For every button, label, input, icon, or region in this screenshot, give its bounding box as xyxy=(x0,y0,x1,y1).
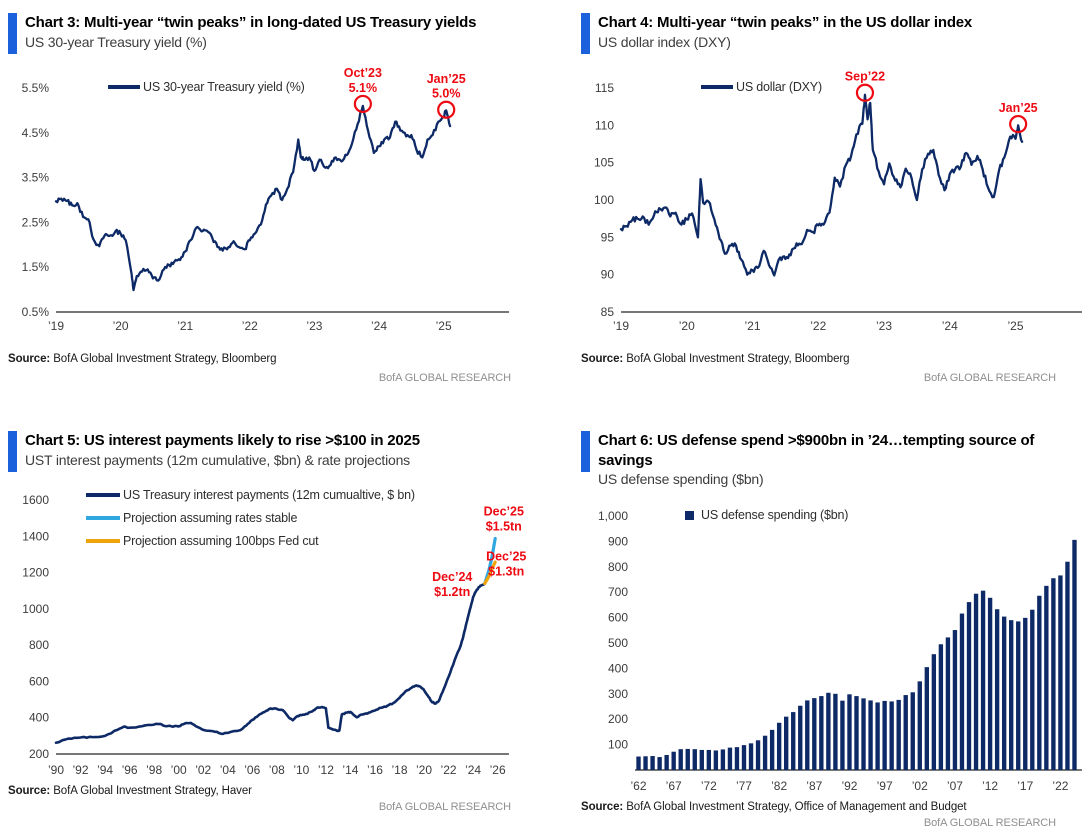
chart5-source xyxy=(8,785,527,797)
svg-text:700: 700 xyxy=(607,585,628,600)
line-swatch-icon xyxy=(86,516,120,520)
source-text: BofA Global Investment Strategy, Haver xyxy=(53,785,252,797)
svg-text:100: 100 xyxy=(607,737,628,752)
line-swatch-icon xyxy=(108,85,140,89)
chart4-canvas xyxy=(581,69,1086,336)
svg-text:Dec’25: Dec’25 xyxy=(483,504,524,519)
source-text: BofA Global Investment Strategy, Office of Management and Budget xyxy=(626,801,967,814)
svg-text:110: 110 xyxy=(594,118,614,133)
svg-text:’20: ’20 xyxy=(112,319,129,333)
svg-text:’08: ’08 xyxy=(268,763,285,777)
legend-item xyxy=(86,488,415,502)
svg-text:’04: ’04 xyxy=(219,763,236,777)
chart5-card xyxy=(0,418,545,837)
svg-text:1.5%: 1.5% xyxy=(21,260,49,275)
svg-text:’87: ’87 xyxy=(806,779,823,794)
svg-text:1600: 1600 xyxy=(22,493,49,507)
legend-label: US defense spending ($bn) xyxy=(701,508,849,523)
svg-text:’00: ’00 xyxy=(170,763,187,777)
chart4-plot-area xyxy=(581,69,1072,336)
chart6-canvas xyxy=(581,504,1086,796)
legend-item xyxy=(108,80,305,94)
svg-text:’92: ’92 xyxy=(841,779,858,794)
svg-text:800: 800 xyxy=(28,638,49,653)
svg-text:’25: ’25 xyxy=(435,319,452,333)
source-label: Source: xyxy=(581,801,624,814)
svg-text:’96: ’96 xyxy=(121,763,138,777)
svg-text:’98: ’98 xyxy=(146,763,163,777)
svg-text:’67: ’67 xyxy=(665,779,682,794)
svg-text:1000: 1000 xyxy=(22,601,49,616)
svg-text:800: 800 xyxy=(607,559,628,574)
svg-text:2.5%: 2.5% xyxy=(21,215,49,230)
research-watermark: BofA GLOBAL RESEARCH xyxy=(923,817,1056,830)
svg-text:Dec’24: Dec’24 xyxy=(432,569,473,584)
chart4-subtitle: US dollar index (DXY) xyxy=(598,33,731,50)
svg-text:3.5%: 3.5% xyxy=(21,170,49,185)
svg-text:’02: ’02 xyxy=(911,779,928,794)
svg-text:600: 600 xyxy=(28,674,49,689)
chart6-plot-area xyxy=(581,504,1072,796)
svg-text:’20: ’20 xyxy=(678,319,695,333)
legend-label: Projection assuming rates stable xyxy=(123,511,298,525)
legend-item xyxy=(701,80,822,94)
svg-text:500: 500 xyxy=(607,636,628,651)
line-swatch-icon xyxy=(86,539,120,543)
svg-text:90: 90 xyxy=(600,267,614,282)
svg-text:95: 95 xyxy=(600,230,614,245)
chart4-header xyxy=(581,13,1072,54)
research-watermark: BofA GLOBAL RESEARCH xyxy=(378,801,511,813)
chart4-legend xyxy=(701,80,822,94)
svg-text:’21: ’21 xyxy=(177,319,194,333)
svg-text:’72: ’72 xyxy=(700,779,717,794)
legend-item xyxy=(86,511,415,525)
line-swatch-icon xyxy=(701,85,733,89)
svg-text:’21: ’21 xyxy=(744,319,761,333)
svg-text:1400: 1400 xyxy=(22,529,49,544)
chart5-header xyxy=(8,431,527,472)
svg-text:$1.2tn: $1.2tn xyxy=(434,584,471,599)
svg-text:’14: ’14 xyxy=(342,763,359,777)
svg-text:’22: ’22 xyxy=(1052,779,1069,794)
legend-label: Projection assuming 100bps Fed cut xyxy=(123,534,319,548)
svg-text:’23: ’23 xyxy=(306,319,323,333)
svg-text:’97: ’97 xyxy=(876,779,893,794)
svg-text:Jan’25: Jan’25 xyxy=(426,71,466,86)
svg-text:’77: ’77 xyxy=(735,779,752,794)
svg-text:’94: ’94 xyxy=(97,763,114,777)
chart5-legend xyxy=(86,488,415,548)
svg-text:’62: ’62 xyxy=(630,779,647,794)
chart3-plot-area xyxy=(8,65,527,336)
chart6-header xyxy=(581,431,1072,488)
svg-text:’10: ’10 xyxy=(293,763,310,777)
svg-text:’24: ’24 xyxy=(371,319,388,333)
svg-text:200: 200 xyxy=(28,747,49,761)
svg-text:600: 600 xyxy=(607,610,628,625)
svg-text:’07: ’07 xyxy=(946,779,963,794)
chart5-plot-area xyxy=(8,488,527,780)
source-text: BofA Global Investment Strategy, Bloomberg xyxy=(53,353,277,365)
legend-label: US Treasury interest payments (12m cumualtive, $ bn) xyxy=(123,488,415,502)
line-swatch-icon xyxy=(86,493,120,497)
svg-text:100: 100 xyxy=(593,193,614,207)
svg-text:’22: ’22 xyxy=(810,319,827,333)
source-label: Source: xyxy=(581,353,624,365)
svg-text:Sep’22: Sep’22 xyxy=(844,69,886,84)
chart3-subtitle: US 30-year Treasury yield (%) xyxy=(25,33,207,50)
chart3-header xyxy=(8,13,527,54)
svg-text:1200: 1200 xyxy=(22,565,49,580)
svg-text:’22: ’22 xyxy=(440,763,457,777)
legend-item xyxy=(86,534,415,548)
chart3-card xyxy=(0,0,545,418)
accent-bar xyxy=(581,13,590,54)
accent-bar xyxy=(8,431,17,472)
svg-text:’16: ’16 xyxy=(366,763,383,777)
svg-text:’24: ’24 xyxy=(465,763,482,777)
svg-text:115: 115 xyxy=(594,81,614,95)
svg-text:’25: ’25 xyxy=(1007,319,1024,333)
legend-item xyxy=(685,508,848,522)
svg-text:’20: ’20 xyxy=(416,763,433,777)
svg-text:85: 85 xyxy=(600,305,614,319)
chart4-source xyxy=(581,353,1072,365)
chart6-title: Chart 6: US defense spend >$900bn in ’24…tempting source of savings xyxy=(598,432,1035,469)
svg-text:’06: ’06 xyxy=(244,763,261,777)
research-watermark: BofA GLOBAL RESEARCH xyxy=(923,372,1056,384)
svg-text:Jan’25: Jan’25 xyxy=(998,101,1038,116)
svg-text:’22: ’22 xyxy=(241,319,258,333)
legend-label: US dollar (DXY) xyxy=(736,80,822,94)
chart6-subtitle: US defense spending ($bn) xyxy=(598,471,764,487)
chart4-title: Chart 4: Multi-year “twin peaks” in the US dollar index xyxy=(598,14,973,31)
svg-text:’19: ’19 xyxy=(612,319,630,333)
svg-text:’17: ’17 xyxy=(1017,779,1034,794)
svg-text:’24: ’24 xyxy=(941,319,958,333)
chart6-card xyxy=(545,418,1090,837)
legend-label: US 30-year Treasury yield (%) xyxy=(143,80,305,94)
chart6-legend xyxy=(685,508,848,522)
svg-text:400: 400 xyxy=(28,710,49,725)
svg-text:’18: ’18 xyxy=(391,763,408,777)
svg-text:’23: ’23 xyxy=(876,319,893,333)
svg-text:’82: ’82 xyxy=(771,779,788,794)
chart4-card xyxy=(545,0,1090,418)
svg-text:$1.5tn: $1.5tn xyxy=(485,519,522,534)
accent-bar xyxy=(8,13,17,54)
chart3-source xyxy=(8,353,527,365)
svg-text:300: 300 xyxy=(607,686,628,701)
svg-text:’12: ’12 xyxy=(982,779,999,794)
svg-text:Oct’23: Oct’23 xyxy=(343,65,382,80)
svg-text:5.5%: 5.5% xyxy=(21,81,49,95)
bar-swatch-icon xyxy=(685,511,694,520)
chart3-title: Chart 3: Multi-year “twin peaks” in long-dated US Treasury yields xyxy=(25,14,477,31)
source-label: Source: xyxy=(8,353,51,365)
svg-text:400: 400 xyxy=(607,661,628,676)
accent-bar xyxy=(581,431,590,472)
svg-text:Dec’25: Dec’25 xyxy=(486,549,527,564)
svg-text:’02: ’02 xyxy=(195,763,212,777)
svg-text:’12: ’12 xyxy=(317,763,334,777)
svg-text:’26: ’26 xyxy=(489,763,506,777)
svg-text:’19: ’19 xyxy=(47,319,65,333)
svg-text:200: 200 xyxy=(607,712,628,727)
svg-text:105: 105 xyxy=(593,155,614,170)
svg-text:4.5%: 4.5% xyxy=(21,125,49,140)
research-watermark: BofA GLOBAL RESEARCH xyxy=(378,372,511,384)
chart3-canvas xyxy=(8,65,513,336)
chart5-subtitle: UST interest payments (12m cumulative, $bn) & rate projections xyxy=(25,451,410,468)
source-label: Source: xyxy=(8,785,51,797)
svg-text:’92: ’92 xyxy=(72,763,89,777)
chart6-source xyxy=(581,801,1072,813)
source-text: BofA Global Investment Strategy, Bloomberg xyxy=(626,353,850,365)
svg-text:5.0%: 5.0% xyxy=(431,86,461,101)
svg-text:’90: ’90 xyxy=(47,763,65,777)
chart5-title: Chart 5: US interest payments likely to rise >$100 in 2025 xyxy=(25,432,420,449)
chart3-legend xyxy=(108,80,305,94)
svg-text:1,000: 1,000 xyxy=(597,509,628,524)
svg-text:5.1%: 5.1% xyxy=(348,80,378,95)
svg-text:$1.3tn: $1.3tn xyxy=(488,564,525,579)
svg-text:900: 900 xyxy=(607,534,628,549)
svg-text:0.5%: 0.5% xyxy=(21,305,49,319)
